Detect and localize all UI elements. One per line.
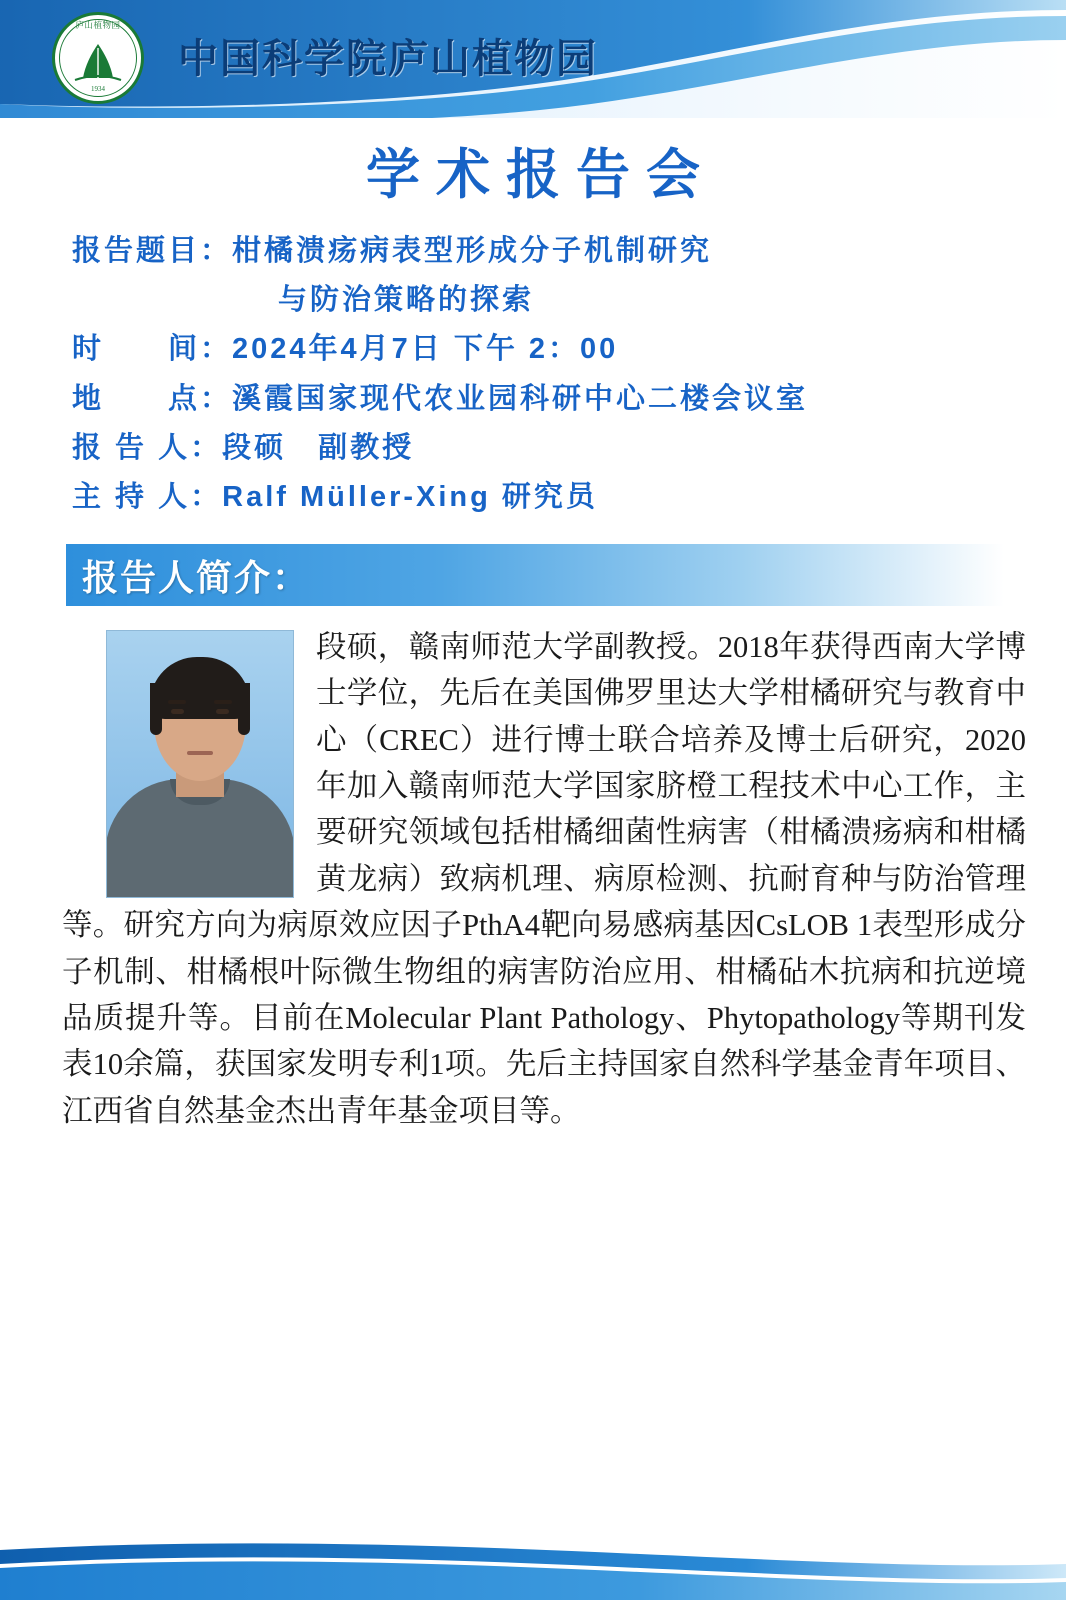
portrait-brow-right [214,700,232,704]
page-title: 学术报告会 [366,145,716,205]
speaker-bio-text-block [62,624,1026,1134]
speaker-portrait [106,630,294,898]
info-label-location: 地 点： [72,382,233,415]
logo-top-text: 庐山植物园 [75,20,121,30]
info-label-host: 主 持 人： [72,480,223,513]
logo-founding-year: 1934 [91,85,105,93]
info-row-speaker [72,428,1004,469]
info-label-time: 时 间： [72,333,233,366]
logo-leaf-mountain-icon [71,42,125,84]
info-value-host: Ralf Müller-Xing 研究员 [222,480,598,513]
portrait-hair [150,657,250,719]
page-footer [0,1534,1066,1600]
info-value-speaker: 段硕 副教授 [222,431,415,464]
speaker-bio-heading: 报告人简介： [82,557,311,598]
page-header [0,0,1066,118]
info-label-topic: 报告题目： [72,235,233,267]
info-value-topic-line2: 与防治策略的探索 [278,284,535,317]
info-row-topic [72,231,1004,272]
speaker-bio-paragraph: 段硕，赣南师范大学副教授。2018年获得西南大学博士学位，先后在美国佛罗里达大学柑橘研究与教育中心（CREC）进行博士联合培养及博士后研究，2020年加入赣南师范大学国家脐橙工程技术中心工作，主要研究领域包括柑橘细菌性病害（柑橘溃疡病和柑橘黄龙病）致病机理、病原检测、抗耐育种与防治管理等。研究方向为病原效应因子PthA4靶向易感病基因CsLOB 1表型形成分子机制、柑橘根叶际微生物组的病害防治应用、柑橘砧木抗病和抗逆境品质提升等。目前在Molecular Plant Pathology、Phytopathology等期刊发表10余篇，获国家发明专利1项。先后主持国家自然科学基金青年项目、江西省自然基金杰出青年基金项目等。 [62,630,1026,1128]
portrait-hair-left [150,683,162,735]
info-row-location [72,379,1004,420]
info-value-topic: 柑橘溃疡病表型形成分子机制研究 [232,235,713,267]
institute-logo [52,12,144,104]
info-value-time: 2024年4月7日 下午 2：00 [232,333,619,366]
info-label-speaker: 报 告 人： [72,431,223,464]
speaker-bio-section-header [66,544,1004,606]
portrait-hair-right [238,683,250,735]
portrait-eye-right [216,709,229,714]
institute-name: 中国科学院庐山植物园 [178,36,598,81]
portrait-eye-left [171,709,184,714]
info-value-location: 溪霞国家现代农业园科研中心二楼会议室 [232,382,809,415]
portrait-brow-left [168,700,186,704]
portrait-mouth [187,751,213,755]
event-info [0,231,1066,518]
info-row-time [72,329,1004,370]
footer-banner-graphic [0,1534,1066,1600]
info-row-host [72,477,1004,518]
